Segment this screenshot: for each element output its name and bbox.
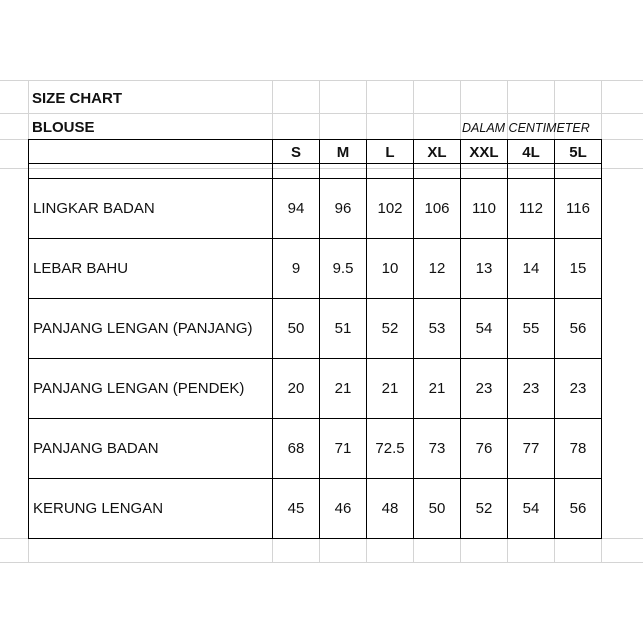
sheet-title: SIZE CHART bbox=[32, 90, 122, 107]
table-border bbox=[319, 139, 320, 539]
table-border bbox=[366, 139, 367, 539]
table-cell: 23 bbox=[475, 380, 493, 397]
table-cell: 48 bbox=[381, 500, 399, 517]
table-cell: 73 bbox=[428, 440, 446, 457]
row-label: PANJANG LENGAN (PENDEK) bbox=[33, 380, 245, 397]
table-border bbox=[28, 358, 602, 359]
row-label: PANJANG LENGAN (PANJANG) bbox=[33, 320, 253, 337]
table-cell: 52 bbox=[475, 500, 493, 517]
size-header: 5L bbox=[569, 144, 587, 161]
table-cell: 112 bbox=[519, 200, 543, 217]
table-cell: 68 bbox=[287, 440, 305, 457]
gridline bbox=[0, 80, 643, 81]
row-label: LINGKAR BADAN bbox=[33, 200, 155, 217]
table-cell: 23 bbox=[569, 380, 587, 397]
table-border bbox=[554, 139, 555, 539]
table-border bbox=[28, 478, 602, 479]
table-cell: 45 bbox=[287, 500, 305, 517]
sheet-subtitle: BLOUSE bbox=[32, 119, 95, 136]
table-border bbox=[460, 139, 461, 539]
table-border bbox=[28, 163, 602, 164]
table-border bbox=[507, 139, 508, 539]
table-cell: 21 bbox=[334, 380, 352, 397]
size-header: XL bbox=[427, 144, 447, 161]
row-label: PANJANG BADAN bbox=[33, 440, 159, 457]
table-border bbox=[28, 538, 602, 539]
table-cell: 50 bbox=[428, 500, 446, 517]
table-cell: 12 bbox=[428, 260, 446, 277]
table-cell: 55 bbox=[522, 320, 540, 337]
table-cell: 72.5 bbox=[375, 440, 405, 457]
table-cell: 10 bbox=[381, 260, 399, 277]
table-cell: 116 bbox=[566, 200, 590, 217]
table-cell: 13 bbox=[475, 260, 493, 277]
table-cell: 52 bbox=[381, 320, 399, 337]
gridline bbox=[0, 562, 643, 563]
table-cell: 20 bbox=[287, 380, 305, 397]
table-border bbox=[28, 418, 602, 419]
size-header: L bbox=[385, 144, 395, 161]
table-cell: 53 bbox=[428, 320, 446, 337]
table-cell: 56 bbox=[569, 320, 587, 337]
row-label: LEBAR BAHU bbox=[33, 260, 129, 277]
table-cell: 106 bbox=[424, 200, 450, 217]
table-cell: 102 bbox=[377, 200, 403, 217]
table-cell: 21 bbox=[428, 380, 446, 397]
size-header: XXL bbox=[469, 144, 499, 161]
table-cell: 15 bbox=[569, 260, 587, 277]
table-border bbox=[28, 178, 602, 179]
table-border bbox=[28, 139, 602, 140]
size-header: M bbox=[336, 144, 350, 161]
table-cell: 56 bbox=[569, 500, 587, 517]
table-border bbox=[28, 139, 29, 539]
size-header: S bbox=[290, 144, 301, 161]
table-border bbox=[28, 298, 602, 299]
table-cell: 110 bbox=[472, 200, 496, 217]
table-cell: 96 bbox=[334, 200, 352, 217]
table-cell: 9 bbox=[291, 260, 301, 277]
table-border bbox=[28, 238, 602, 239]
table-border bbox=[601, 139, 602, 539]
size-header: 4L bbox=[522, 144, 540, 161]
table-cell: 51 bbox=[334, 320, 352, 337]
table-cell: 50 bbox=[287, 320, 305, 337]
table-cell: 54 bbox=[522, 500, 540, 517]
table-cell: 78 bbox=[569, 440, 587, 457]
unit-note: DALAM CENTIMETER bbox=[462, 121, 590, 135]
gridline bbox=[0, 168, 643, 169]
table-cell: 9.5 bbox=[332, 260, 354, 277]
table-cell: 76 bbox=[475, 440, 493, 457]
table-cell: 77 bbox=[522, 440, 540, 457]
table-cell: 21 bbox=[381, 380, 399, 397]
table-border bbox=[272, 139, 273, 539]
table-cell: 23 bbox=[522, 380, 540, 397]
gridline bbox=[0, 113, 643, 114]
table-cell: 46 bbox=[334, 500, 352, 517]
table-cell: 94 bbox=[287, 200, 305, 217]
table-cell: 71 bbox=[334, 440, 352, 457]
table-cell: 54 bbox=[475, 320, 493, 337]
row-label: KERUNG LENGAN bbox=[33, 500, 164, 517]
table-cell: 14 bbox=[522, 260, 540, 277]
table-border bbox=[413, 139, 414, 539]
